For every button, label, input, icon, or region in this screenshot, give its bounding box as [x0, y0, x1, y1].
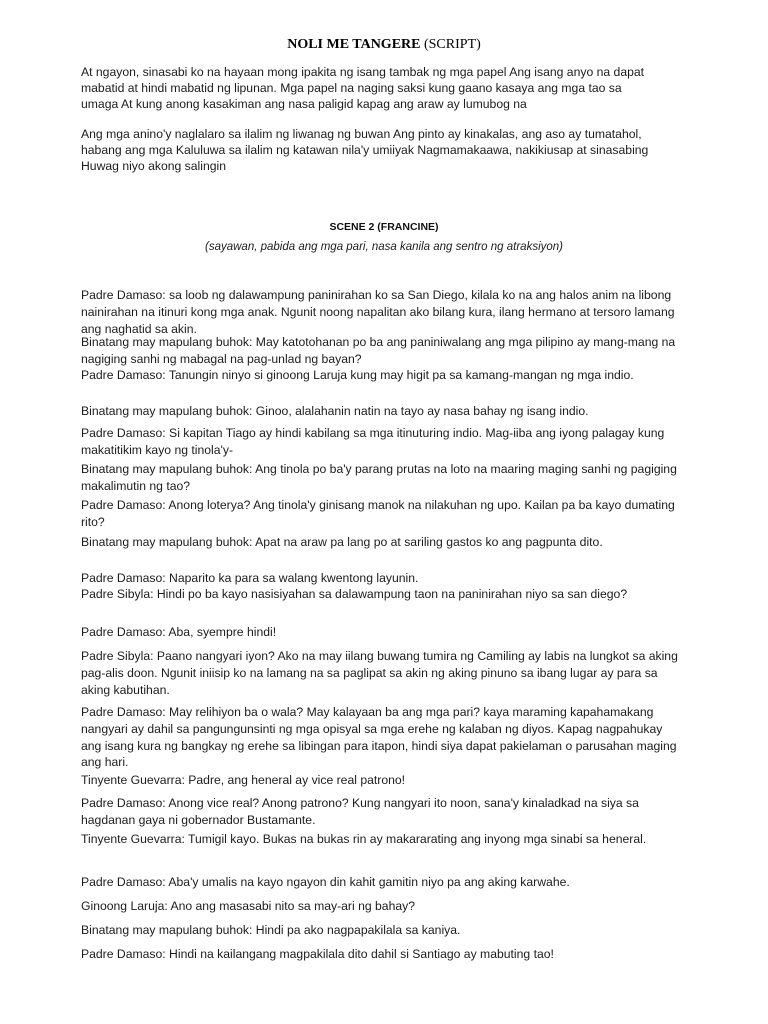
scene-stage-direction: (sayawan, pabida ang mga pari, nasa kanila ang sentro ng atraksiyon) — [205, 241, 563, 253]
dialogue-line: Ginoong Laruja: Ano ang masasabi nito sa may-ari ng bahay? — [81, 899, 416, 913]
dialogue-line: Padre Damaso: Naparito ka para sa walang kwentong layunin. — [81, 571, 419, 585]
dialogue-line: Binatang may mapulang buhok: Ginoo, alalahanin natin na tayo ay nasa bahay ng isang indio. — [81, 404, 589, 418]
dialogue-line: Binatang may mapulang buhok: Ang tinola po ba'y parang prutas na loto na maaring maging sanhi ng pagiging makalimutin ng tao? — [81, 462, 677, 493]
document-title — [0, 37, 768, 53]
dialogue-line: Binatang may mapulang buhok: May katotohanan po ba ang paniniwalang ang mga pilipino ay mang-mang na nagiging sanhi ng mabagal na pag-unlad ng bayan? — [81, 335, 676, 366]
scene-heading: SCENE 2 (FRANCINE) — [329, 221, 439, 233]
dialogue-line: Padre Damaso: Aba'y umalis na kayo ngayon din kahit gamitin niyo pa ang aking karwahe. — [81, 875, 570, 889]
dialogue-line: Padre Damaso: Hindi na kailangang magpakilala dito dahil si Santiago ay mabuting tao! — [81, 947, 554, 961]
dialogue-line: Padre Sibyla: Paano nangyari iyon? Ako na may iilang buwang tumira ng Camiling ay labis na lungkot sa aking pag-alis doon. Ngunit iniisip ko na lamang na sa paglipat sa akin ng aking pinuno sa ibang lugar ay para sa aking kabutihan. — [81, 649, 678, 697]
title-suffix: (SCRIPT) — [420, 37, 481, 52]
dialogue-line: Padre Damaso: Si kapitan Tiago ay hindi kabilang sa mga itinuturing indio. Mag-iiba ang iyong palagay kung makatitikim kayo ng tinola'y- — [81, 426, 665, 457]
dialogue-line: Padre Damaso: sa loob ng dalawampung paninirahan ko sa San Diego, kilala ko na ang halos anim na libong nainirahan na itinuri kong mga anak. Ngunit noong napalitan ako bilang kura, ilang hermano at tersoro lamang ang naghatid sa akin. — [81, 288, 675, 336]
dialogue-line: Binatang may mapulang buhok: Apat na araw pa lang po at sariling gastos ko ang pagpunta dito. — [81, 535, 603, 549]
dialogue-line: Tinyente Guevarra: Tumigil kayo. Bukas na bukas rin ay makararating ang inyong mga sinabi sa heneral. — [81, 832, 647, 846]
intro-paragraph-2: Ang mga anino'y naglalaro sa ilalim ng liwanag ng buwan Ang pinto ay kinakalas, ang aso ay tumatahol, habang ang mga Kaluluwa sa ilalim ng katawan nila'y umiiyak Nagmamakaawa, nakikiusap at sinasabing Huwag niyo akong salingin — [81, 127, 649, 174]
title-main: NOLI ME TANGERE — [287, 37, 421, 52]
dialogue-line: Tinyente Guevarra: Padre, ang heneral ay vice real patrono! — [81, 773, 406, 787]
dialogue-line: Padre Damaso: Aba, syempre hindi! — [81, 625, 277, 639]
dialogue-line: Binatang may mapulang buhok: Hindi pa ako nagpapakilala sa kaniya. — [81, 923, 461, 937]
dialogue-line: Padre Damaso: Anong vice real? Anong patrono? Kung nangyari ito noon, sana'y kinaladkad na siya sa hagdanan gaya ni gobernador Bustamante. — [81, 796, 639, 827]
dialogue-line: Padre Damaso: Anong loterya? Ang tinola'y ginisang manok na nilakuhan ng upo. Kailan pa ba kayo dumating rito? — [81, 498, 675, 529]
dialogue-line: Padre Damaso: May relihiyon ba o wala? May kalayaan ba ang mga pari? kaya maraming kapahamakang nangyari ay dahil sa pangungunsinti ng mga opisyal sa mga erehe ng kalaban ng diyos. Kapag nagpahukay ang isang kura ng bangkay ng erehe sa libingan para itapon, hindi siya dapat pakielaman o parusahan maging ang hari. — [81, 705, 677, 770]
dialogue-line: Padre Damaso: Tanungin ninyo si ginoong Laruja kung may higit pa sa kamang-mangan ng mga indio. — [81, 368, 634, 382]
intro-paragraph-1: At ngayon, sinasabi ko na hayaan mong ipakita ng isang tambak ng mga papel Ang isang anyo na dapat mabatid at hindi mabatid ng lipunan. Mga papel na naging saksi kung gaano kasaya ang mga tao sa umaga At kung anong kasakiman ang nasa paligid kapag ang araw ay lumubog na — [81, 65, 645, 112]
dialogue-line: Padre Sibyla: Hindi po ba kayo nasisiyahan sa dalawampung taon na paninirahan niyo sa san diego? — [81, 587, 628, 601]
